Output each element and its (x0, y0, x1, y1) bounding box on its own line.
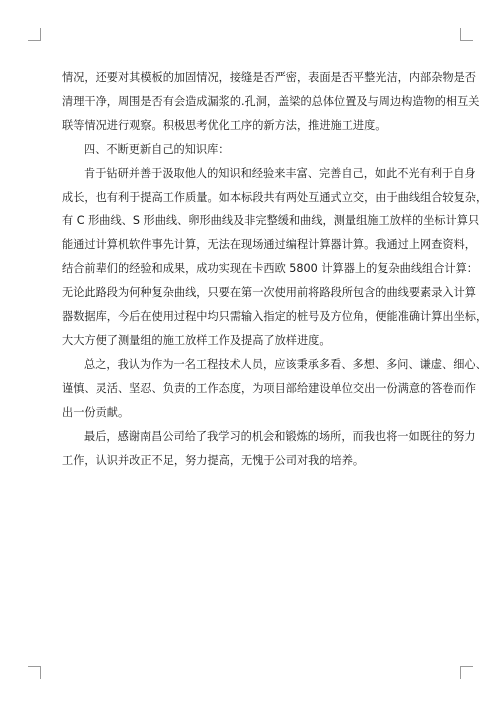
para-summary (62, 353, 487, 425)
crop-mark-bottom-left (28, 666, 41, 679)
text-line: 清理干净，周围是否有会造成漏浆的.孔洞，盖梁的总体位置及与周边构造物的相互关 (62, 94, 480, 108)
text-line: 情况，还要对其模板的加固情况，接缝是否严密，表面是否平整光洁，内部杂物是否 (62, 71, 476, 84)
crop-mark-bottom-right (460, 666, 473, 679)
text-line: 器数据库，今后在使用过程中均只需输入指定的桩号及方位角，便能准确计算出坐标， (62, 310, 488, 324)
text-line: 能通过计算机软件事先计算，无法在现场通过编程计算器计算。我通过上网查资料， (62, 238, 476, 252)
text-line: 大大方便了测量组的施工放样工作及提高了放样进度。 (62, 333, 331, 347)
para-closing (62, 425, 476, 473)
text-line: 总之，我认为作为一名工程技术人员，应该秉承多看、多想、多问、谦虚、细心、 (84, 357, 487, 371)
para-knowledge (62, 162, 488, 353)
crop-mark-top-left (28, 28, 41, 41)
text-line: 谨慎、灵活、坚忍、负责的工作态度，为项目部给建设单位交出一份满意的答卷而作 (62, 381, 476, 395)
text-line: 联等情况进行观察。积极思考优化工序的新方法，推进施工进度。 (62, 118, 387, 132)
text-line: 工作，认识并改正不足，努力提高，无愧于公司对我的培养。 (62, 453, 365, 467)
section-heading-4 (62, 138, 444, 162)
heading-text: 四、不断更新自己的知识库： (84, 142, 230, 156)
text-line: 无论此路段为何种复杂曲线，只要在第一次使用前将路段所包含的曲线要素录入计算 (62, 286, 476, 300)
text-line: 出一份贡献。 (62, 405, 130, 419)
document-body (62, 66, 488, 472)
text-line: 最后，感谢南昌公司给了我学习的机会和锻炼的场所，而我也将一如既往的努力 (84, 429, 476, 443)
crop-mark-top-right (460, 28, 473, 41)
para-inspection (62, 66, 480, 138)
text-line: 成长，也有利于提高工作质量。如本标段共有两处互通式立交，由于曲线组合较复杂， (62, 190, 488, 204)
text-line: 结合前辈们的经验和成果，成功实现在卡西欧 5800 计算器上的复杂曲线组合计算： (62, 262, 478, 276)
text-line: 肯于钻研并善于汲取他人的知识和经验来丰富、完善自己，如此不光有利于自身 (84, 166, 476, 180)
text-line: 有 C 形曲线、S 形曲线、卵形曲线及非完整缓和曲线，测量组施工放样的坐标计算只 (62, 214, 480, 228)
